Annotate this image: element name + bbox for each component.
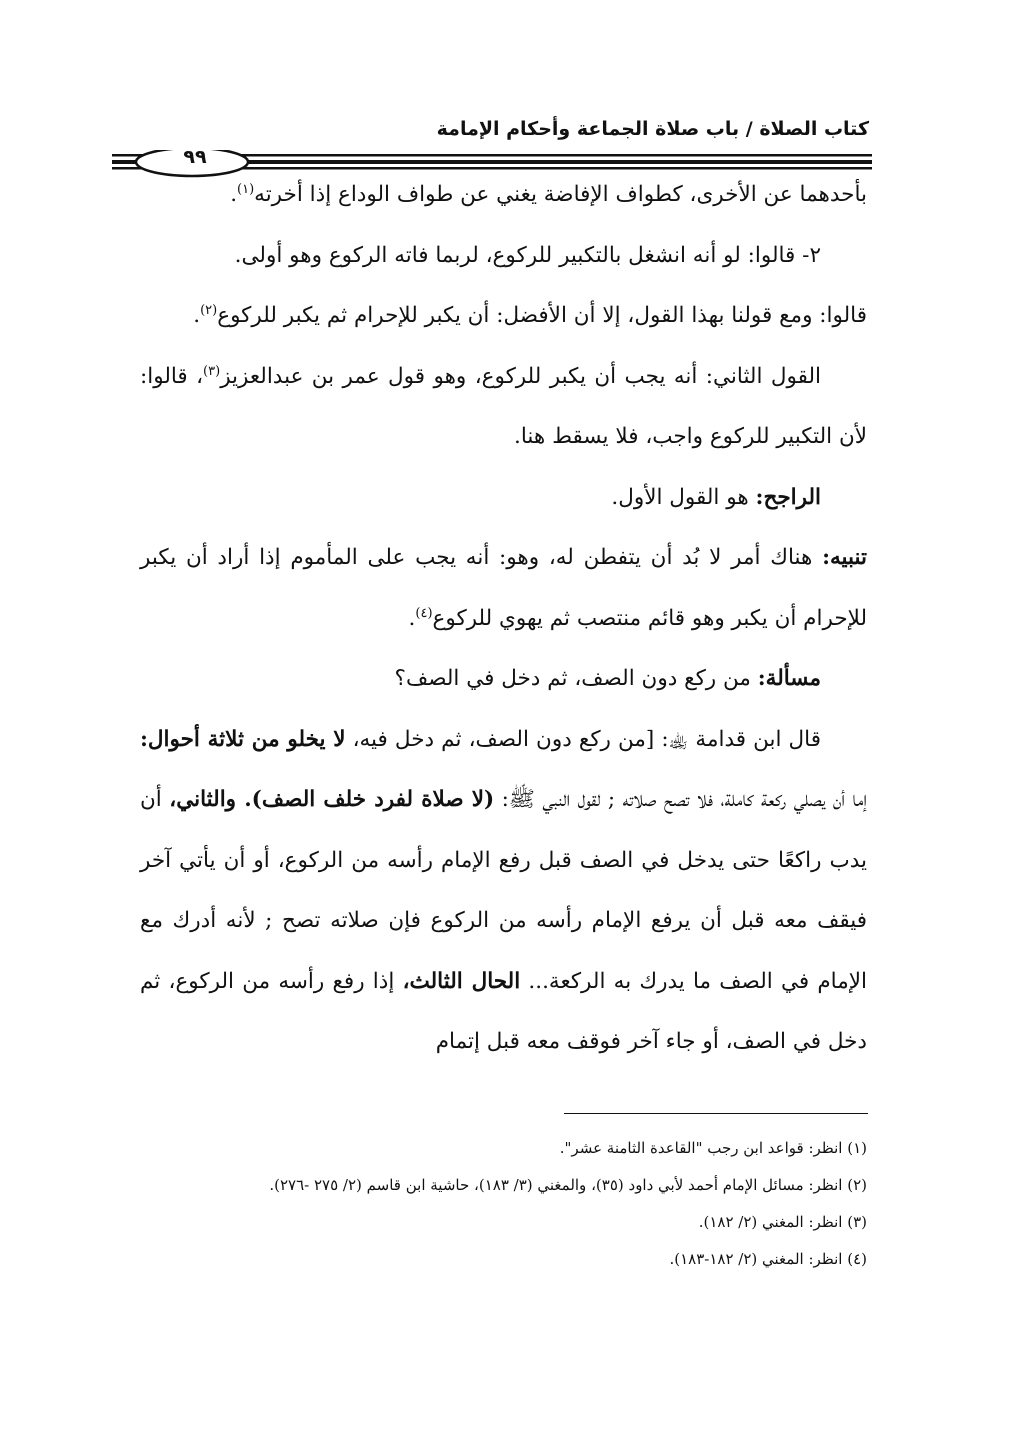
footnotes — [140, 1130, 867, 1278]
paragraph: بأحدهما عن الأخرى، كطواف الإفاضة يغني عن طواف الوداع إذا أخرته$^{(١)}$. — [230, 181, 867, 207]
running-header: كتاب الصلاة / باب صلاة الجماعة وأحكام الإمامة — [436, 118, 869, 140]
footnote: (٢) انظر: مسائل الإمام أحمد لأبي داود (٣٥)، والمغني (٣/ ١٨٣)، حاشية ابن قاسم (٢/ ٢٧٥ -٢٧٦). — [269, 1176, 867, 1194]
term-label: مسألة: — [757, 666, 821, 691]
paragraph: تنبيه: هناك أمر لا بُد أن يتفطن له، وهو: أنه يجب على المأموم إذا أراد أن يكبر للإحرام أن يكبر وهو قائم منتصب ثم يهوي للركوع$^{(٤)}$. — [140, 545, 867, 631]
page-number: ٩٩ — [183, 146, 207, 168]
footnote-marker: (٣) — [203, 363, 221, 379]
footnote-marker: (٤) — [415, 605, 433, 621]
main-text — [140, 165, 867, 1073]
footnote-separator — [564, 1113, 868, 1114]
footnote-marker: (١) — [237, 181, 255, 197]
paragraph: ٢- قالوا: لو أنه انشغل بالتكبير للركوع، لربما فاته الركوع وهو أولى. — [234, 242, 821, 268]
footnote: (٣) انظر: المغني (٢/ ١٨٢). — [698, 1213, 867, 1231]
term-label: الراجح: — [755, 484, 821, 510]
paragraph: قالوا: ومع قولنا بهذا القول، إلا أن الأفضل: أن يكبر للإحرام ثم يكبر للركوع$^{(٢)}$. — [193, 302, 867, 328]
paragraph: الراجح: هو القول الأول. — [611, 484, 821, 510]
footnote: (١) انظر: قواعد ابن رجب "القاعدة الثامنة عشر". — [559, 1139, 867, 1157]
footnote-marker: (٢) — [200, 302, 218, 318]
term-label: تنبيه: — [822, 545, 867, 570]
paragraph: مسألة: من ركع دون الصف، ثم دخل في الصف؟ — [394, 666, 821, 691]
footnote: (٤) انظر: المغني (٢/ ١٨٢-١٨٣). — [669, 1250, 867, 1268]
paragraph: القول الثاني: أنه يجب أن يكبر للركوع، وهو قول عمر بن عبدالعزيز$^{(٣)}$، قالوا: لأن التكبير للركوع واجب، فلا يسقط هنا. — [140, 363, 867, 449]
paragraph: قال ابن قدامة ﵀: [من ركع دون الصف، ثم دخل فيه، لا يخلو من ثلاثة أحوال: إما أن يصلي ركعة كاملة، فلا تصح صلاته ; لقول النبي ﷺ: (لا صلاة لفرد خلف الصف). والثاني، أن يدب راكعًا حتى يدخل في الصف قبل رفع الإمام رأسه من الركوع، أو أن يأتي آخر فيقف معه قبل أن يرفع الإمام رأسه من الركوع فإن صلاته تصح ; لأنه أدرك مع الإمام في الصف ما يدرك به الركعة... الحال الثالث، إذا رفع رأسه من الركوع، ثم دخل في الصف، أو جاء آخر فوقف معه قبل إتمام — [140, 726, 867, 1054]
